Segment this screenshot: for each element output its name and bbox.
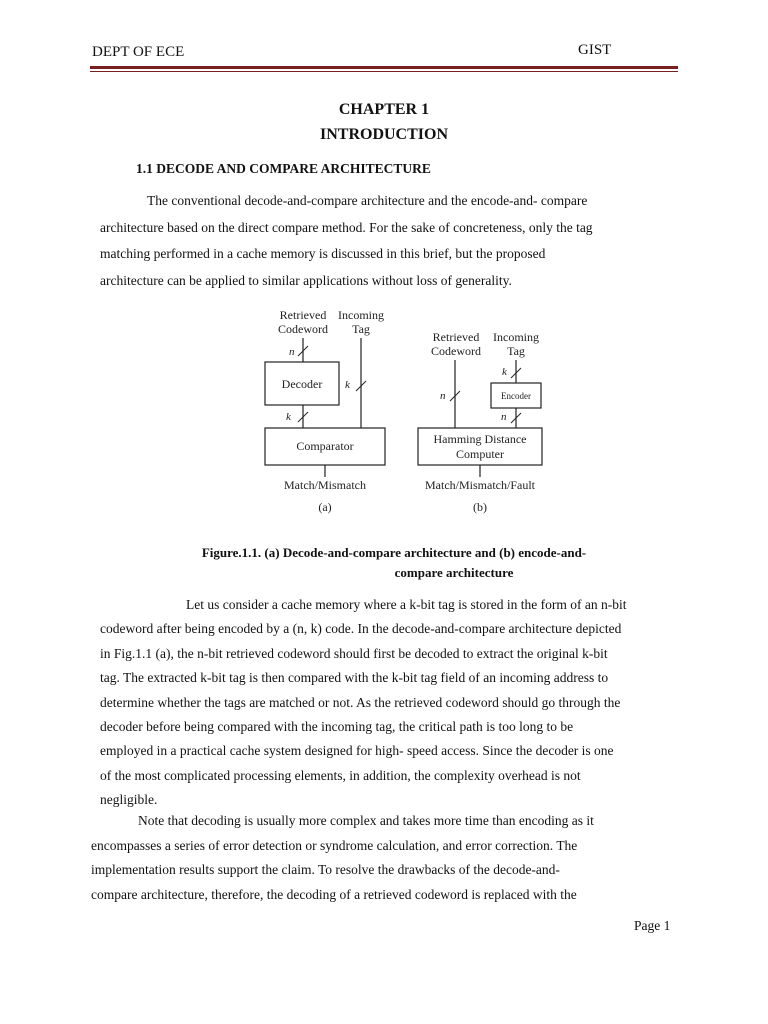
caption-line-1: Figure.1.1. (a) Decode-and-compare architecture and (b) encode-and- [201,545,587,560]
fig-b-incoming-label: Incoming [493,330,539,344]
fig-b-retrieved-label: Retrieved [432,330,480,344]
figure-architectures [255,302,555,522]
fig-b-label: (b) [473,500,487,514]
paragraph-line: tag. The extracted k-bit tag is then compared with the k-bit tag field of an incoming address to [100,670,609,686]
paragraph-line: architecture based on the direct compare method. For the sake of concreteness, only the tag [100,219,593,235]
header-rule-thick [90,66,678,69]
paragraph-line: employed in a practical cache system designed for high- speed access. Since the decoder is one [100,743,614,759]
fig-a-comparator-label: Comparator [296,439,354,453]
chapter-number: CHAPTER 1 [338,101,430,118]
header-institute: GIST [578,42,612,58]
paragraph-line: encompasses a series of error detection or syndrome calculation, and error correction. The [91,837,578,853]
paragraph-line: in Fig.1.1 (a), the n-bit retrieved codeword should first be decoded to extract the original k-bit [100,645,608,661]
chapter-title: INTRODUCTION [319,126,448,143]
fig-b-n-width-codeword: n [440,390,446,402]
fig-b-tag-label: Tag [507,344,525,358]
fig-a-k-width-decoder: k [286,411,291,423]
figure-a-decode-compare [265,308,385,514]
paragraph-line: architecture can be applied to similar applications without loss of generality. [100,272,512,288]
section-heading: 1.1 DECODE AND COMPARE ARCHITECTURE [136,161,431,176]
page-number: Page 1 [634,918,671,933]
fig-a-codeword-label: Codeword [278,322,328,336]
header-department: DEPT OF ECE [92,44,185,60]
paragraph-2 [100,593,674,813]
paragraph-line: codeword after being encoded by a (n, k) code. In the decode-and-compare architecture depicted [100,621,622,637]
paragraph-line: decoder before being compared with the incoming tag, the critical path is too long to be [100,719,574,735]
fig-a-retrieved-label: Retrieved [279,308,327,322]
paragraph-line: negligible. [100,792,158,808]
fig-a-tag-label: Tag [352,322,370,336]
figure-b-encode-compare [418,330,542,514]
fig-b-hamming-label-2: Computer [456,447,504,461]
paragraph-3 [91,809,674,907]
fig-a-n-width: n [289,346,295,358]
paragraph-line: matching performed in a cache memory is discussed in this brief, but the proposed [100,246,546,261]
figure-caption [100,543,668,583]
paragraph-line: The conventional decode-and-compare architecture and the encode-and- compare [147,193,588,208]
paragraph-line: Note that decoding is usually more complex and takes more time than encoding as it [138,813,594,828]
fig-a-label: (a) [318,500,332,514]
paragraph-line: implementation results support the claim. To resolve the drawbacks of the decode-and- [91,862,560,878]
fig-b-encoder-label: Encoder [501,391,531,401]
paragraph-line: determine whether the tags are matched or not. As the retrieved codeword should go through the [100,694,621,710]
fig-a-decoder-label: Decoder [281,377,323,391]
fig-a-incoming-label: Incoming [338,308,384,322]
caption-line-2: compare architecture [394,565,514,580]
paragraph-line: of the most complicated processing elements, in addition, the complexity overhead is not [100,767,581,783]
header-rule-thin [90,71,678,72]
fig-a-k-width-tag: k [345,379,350,391]
fig-b-codeword-label: Codeword [431,344,481,358]
fig-b-hamming-label-1: Hamming Distance [433,432,527,446]
fig-b-output-label: Match/Mismatch/Fault [425,478,535,492]
paragraph-1 [100,188,674,294]
paragraph-line: Let us consider a cache memory where a k-bit tag is stored in the form of an n-bit [186,597,627,612]
paragraph-line: compare architecture, therefore, the decoding of a retrieved codeword is replaced with the [91,886,577,902]
fig-b-k-width: k [502,366,507,378]
fig-a-output-label: Match/Mismatch [284,478,366,492]
fig-b-n-width-encoder: n [501,411,507,423]
